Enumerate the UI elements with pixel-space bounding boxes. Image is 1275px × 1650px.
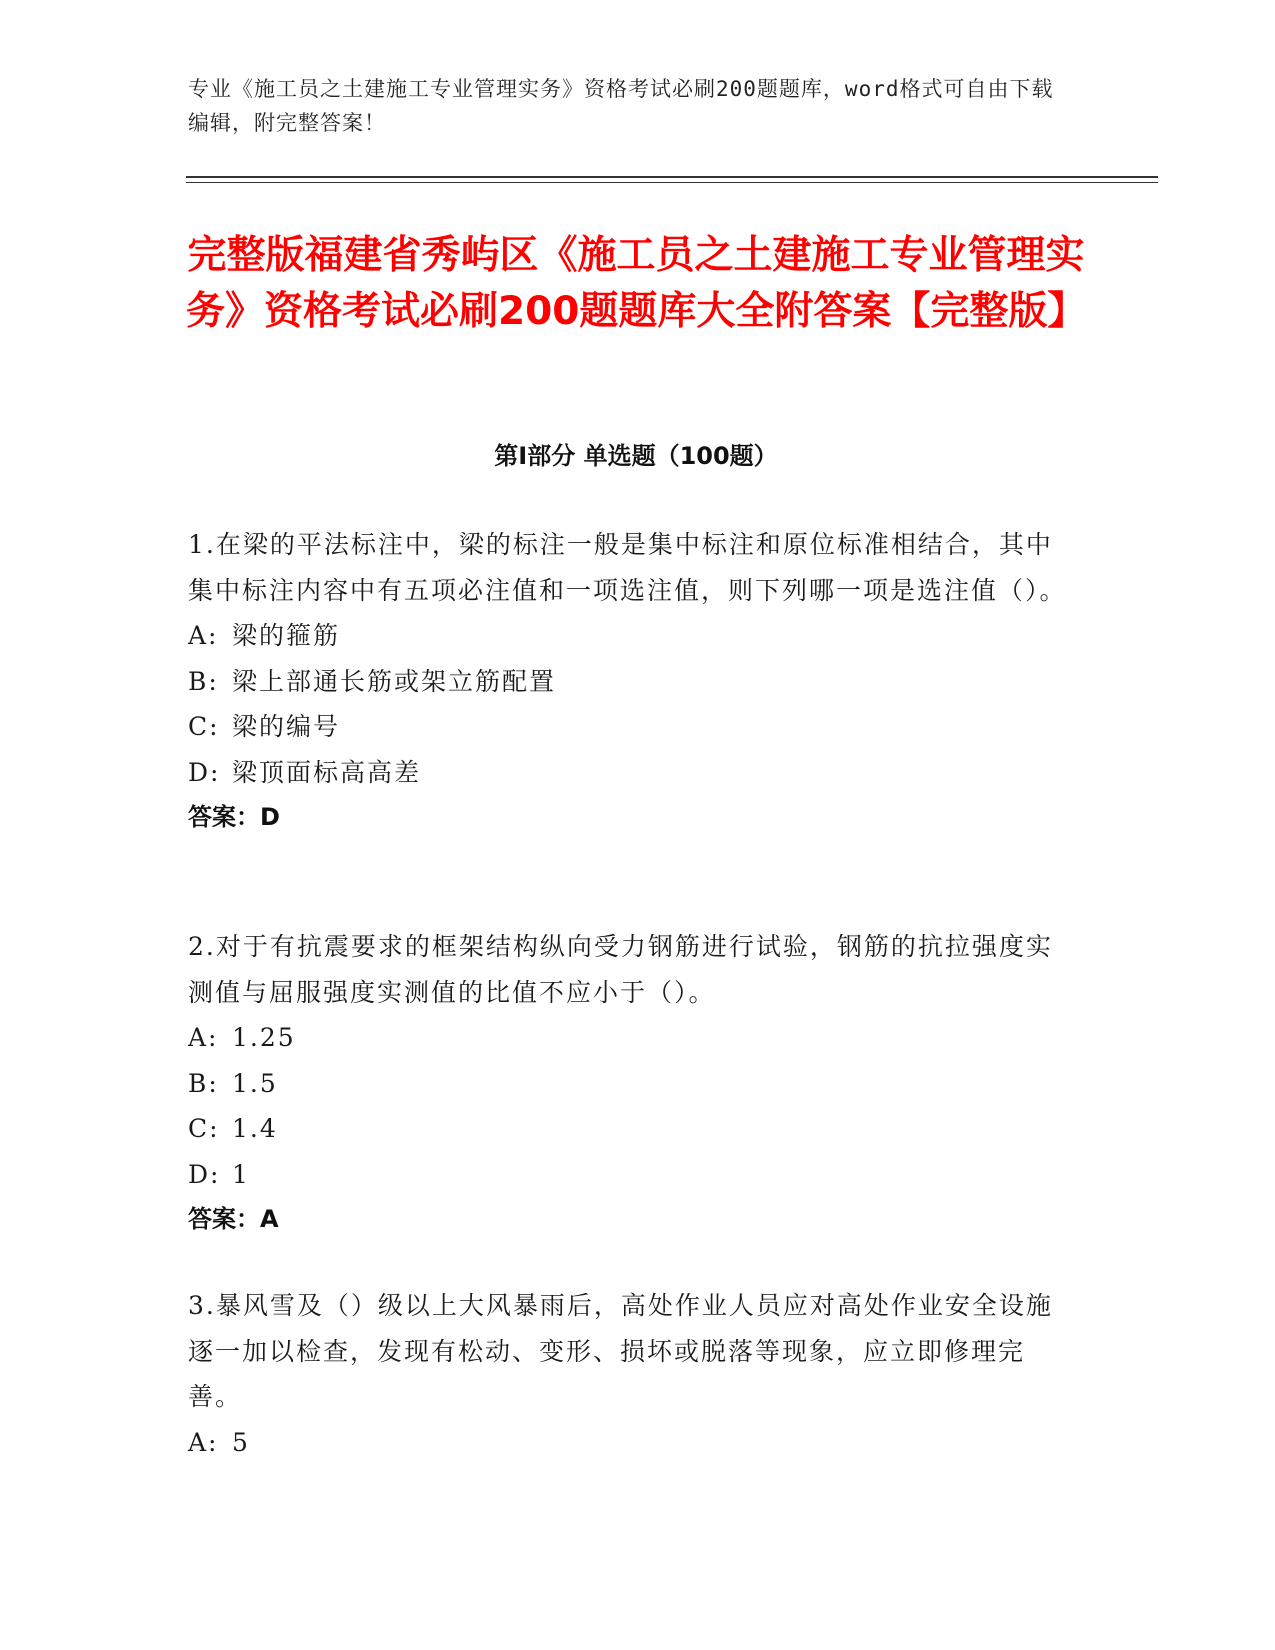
option-a (188, 1420, 1068, 1466)
option-b (188, 659, 1068, 705)
option-d (188, 1152, 1068, 1198)
option-text: 5 (232, 1427, 250, 1457)
option-a (188, 613, 1068, 659)
option-c (188, 1106, 1068, 1152)
option-text: 梁的编号 (232, 712, 341, 741)
option-key: A: (188, 1023, 219, 1052)
option-text: 1.25 (232, 1023, 296, 1052)
question-2 (188, 924, 1068, 1243)
answer-line: 答案：D (188, 803, 280, 831)
option-key: D: (188, 757, 221, 787)
option-key: A: (188, 621, 219, 650)
answer-line: 答案：A (188, 1205, 279, 1233)
question-3 (188, 1283, 1068, 1465)
question-stem: 1.在梁的平法标注中，梁的标注一般是集中标注和原位标准相结合，其中集中标注内容中有五项必注值和一项选注值，则下列哪一项是选注值（）。 (188, 530, 1067, 605)
header-divider-thin (186, 182, 1158, 183)
section-title: 第Ⅰ部分 单选题（100题） (494, 442, 778, 470)
option-text: 1.4 (232, 1114, 278, 1143)
option-d (188, 750, 1068, 796)
header-note: 专业《施工员之土建施工专业管理实务》资格考试必刷200题题库，word格式可自由下载编辑，附完整答案！ (188, 77, 1054, 135)
option-key: C: (188, 1114, 220, 1143)
question-1 (188, 522, 1068, 841)
option-text: 梁上部通长筋或架立筋配置 (232, 666, 557, 696)
option-b (188, 1061, 1068, 1107)
question-stem: 2.对于有抗震要求的框架结构纵向受力钢筋进行试验，钢筋的抗拉强度实测值与屈服强度实测值的比值不应小于（）。 (188, 932, 1053, 1007)
option-c (188, 704, 1068, 750)
header-divider-thick (186, 176, 1158, 178)
option-text: 梁的箍筋 (232, 621, 341, 650)
document-title: 完整版福建省秀屿区《施工员之土建施工专业管理实务》资格考试必刷200题题库大全附答案【完整版】 (186, 233, 1087, 334)
option-key: B: (188, 666, 219, 696)
option-key: B: (188, 1068, 219, 1098)
option-key: A: (188, 1427, 219, 1457)
option-a (188, 1015, 1068, 1061)
option-key: D: (188, 1159, 221, 1189)
option-text: 1.5 (232, 1068, 278, 1098)
option-text: 1 (232, 1159, 250, 1189)
option-text: 梁顶面标高高差 (232, 757, 422, 787)
question-stem: 3.暴风雪及（）级以上大风暴雨后，高处作业人员应对高处作业安全设施逐一加以检查，发现有松动、变形、损坏或脱落等现象，应立即修理完善。 (188, 1291, 1053, 1411)
option-key: C: (188, 712, 220, 741)
